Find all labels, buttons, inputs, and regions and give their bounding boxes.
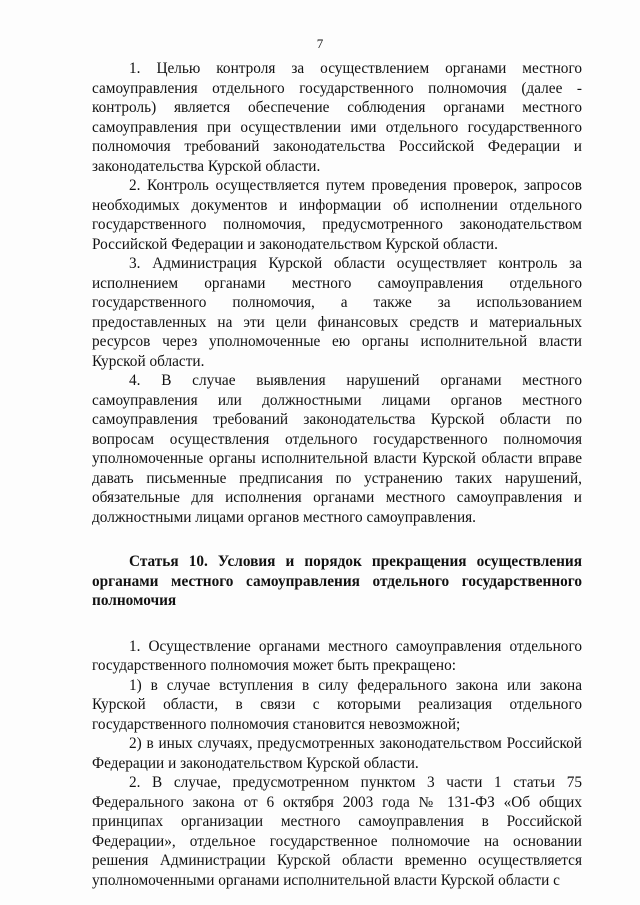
control-paragraph-2: 2. Контроль осуществляется путем проведения проверок, запросов необходимых документов и информации об исполнении отдельного государственного полномочия, предусмотренного законодательством Российской Федерации и законодательством Курской области. — [92, 177, 582, 253]
control-paragraph-4: 4. В случае выявления нарушений органами местного самоуправления или должностными лицами органов местного самоуправления требований законодательства Курской области по вопросам осуществления отдельного государственного полномочия уполномоченные органы исполнительной власти Курской области вправе давать письменные предписания по устранению таких нарушений, обязательные для исполнения органами местного самоуправления и должностными лицами органов местного самоуправления. — [92, 372, 582, 526]
article-10-paragraph-2: 2. В случае, предусмотренном пунктом 3 части 1 статьи 75 Федерального закона от 6 октября 2003 года № 131-ФЗ «Об общих принципах организации местного самоуправления в Российской Федерации», отдельное государственное полномочие на основании решения Администрации Курской области временно осуществляется уполномоченными органами исполнительной власти Курской области с — [92, 774, 582, 889]
article-10-paragraph-1: 1. Осуществление органами местного самоуправления отдельного государственного полномочия может быть прекращено: — [92, 637, 582, 674]
spacer — [92, 527, 582, 552]
article-10-heading: Статья 10. Условия и порядок прекращения осуществления органами местного самоуправления отдельного государственного полномочия — [92, 553, 582, 609]
control-paragraph-3: 3. Администрация Курской области осуществляет контроль за исполнением органами местного самоуправления отдельного государственного полномочия, а также за использованием предоставленных на эти цели финансовых средств и материальных ресурсов через уполномоченные ею органы исполнительной власти Курской области. — [92, 255, 582, 370]
article-10-item-2: 2) в иных случаях, предусмотренных законодательством Российской Федерации и законодательством Курской области. — [92, 735, 582, 772]
article-10-item-1: 1) в случае вступления в силу федерального закона или закона Курской области, в связи с которыми реализация отдельного государственного полномочия становится невозможной; — [92, 676, 582, 733]
spacer — [92, 611, 582, 637]
document-body — [92, 59, 582, 890]
page-number: 7 — [316, 36, 324, 51]
control-paragraph-1: 1. Целью контроля за осуществлением органами местного самоуправления отдельного государственного полномочия (далее - контроль) является обеспечение соблюдения органами местного самоуправления при осуществлении ими отдельного государственного полномочия требований законодательства Российской Федерации и законодательства Курской области. — [92, 60, 582, 175]
